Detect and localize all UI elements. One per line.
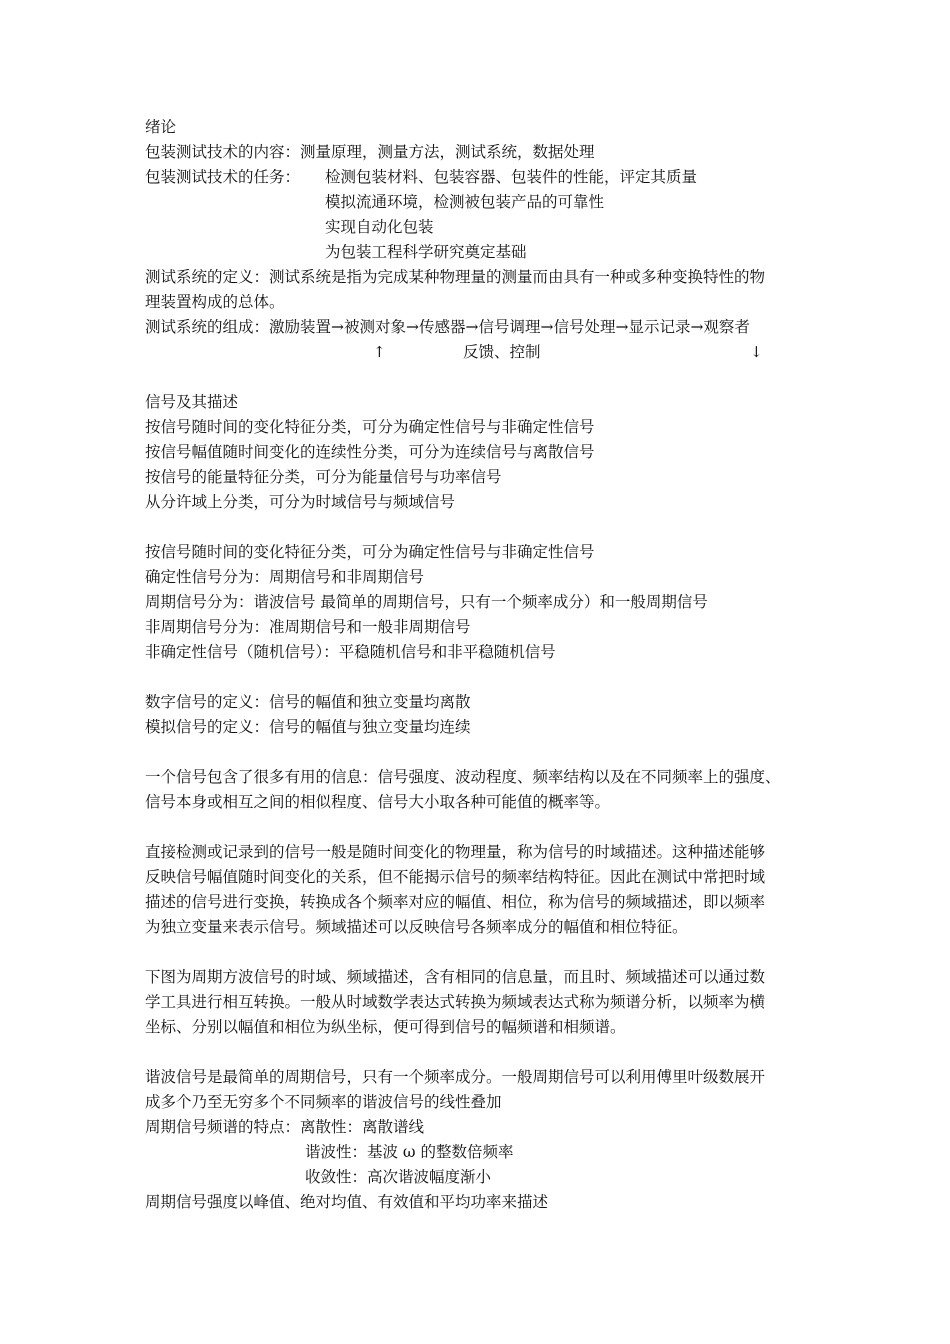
square-para-line: 学工具进行相互转换。一般从时域数学表达式转换为频域表达式称为频谱分析，以频率为横 — [145, 993, 766, 1011]
class-line: 从分许域上分类，可分为时域信号与频域信号 — [145, 493, 456, 511]
heading-signals: 信号及其描述 — [145, 393, 239, 411]
task-item: 实现自动化包装 — [325, 218, 434, 236]
time-para-line: 直接检测或记录到的信号一般是随时间变化的物理量，称为信号的时域描述。这种描述能够 — [145, 843, 766, 861]
content-line: 包装测试技术的内容：测量原理，测量方法，测试系统，数据处理 — [145, 143, 595, 161]
arrow-down-icon: ↓ — [750, 343, 763, 361]
task-item: 检测包装材料、包装容器、包装件的性能，评定其质量 — [325, 168, 698, 186]
det-line: 周期信号分为：谐波信号 最简单的周期信号，只有一个频率成分）和一般周期信号 — [145, 593, 708, 611]
definition-line: 理装置构成的总体。 — [145, 293, 285, 311]
det-line: 按信号随时间的变化特征分类，可分为确定性信号与非确定性信号 — [145, 543, 595, 561]
digital-def: 数字信号的定义：信号的幅值和独立变量均离散 — [145, 693, 471, 711]
task-label: 包装测试技术的任务： — [145, 168, 301, 186]
harmonic-para-line: 谐波信号是最简单的周期信号，只有一个频率成分。一般周期信号可以利用傅里叶级数展开 — [145, 1068, 766, 1086]
time-para-line: 反映信号幅值随时间变化的关系，但不能揭示信号的频率结构特征。因此在测试中常把时域 — [145, 868, 766, 886]
det-line: 非周期信号分为：准周期信号和一般非周期信号 — [145, 618, 471, 636]
class-line: 按信号幅值随时间变化的连续性分类，可分为连续信号与离散信号 — [145, 443, 595, 461]
square-para-line: 下图为周期方波信号的时域、频域描述，含有相同的信息量，而且时、频域描述可以通过数 — [145, 968, 766, 986]
det-line: 确定性信号分为：周期信号和非周期信号 — [145, 568, 425, 586]
spectrum-item: 谐波性：基波 ω 的整数倍频率 — [305, 1143, 514, 1161]
harmonic-para-line: 成多个乃至无穷多个不同频率的谐波信号的线性叠加 — [145, 1093, 502, 1111]
class-line: 按信号的能量特征分类，可分为能量信号与功率信号 — [145, 468, 502, 486]
class-line: 按信号随时间的变化特征分类，可分为确定性信号与非确定性信号 — [145, 418, 595, 436]
task-item: 模拟流通环境，检测被包装产品的可靠性 — [325, 193, 605, 211]
det-line: 非确定性信号（随机信号）：平稳随机信号和非平稳随机信号 — [145, 643, 556, 661]
strength-line: 周期信号强度以峰值、绝对均值、有效值和平均功率来描述 — [145, 1193, 549, 1211]
time-para-line: 为独立变量来表示信号。频域描述可以反映信号各频率成分的幅值和相位特征。 — [145, 918, 688, 936]
definition-line: 测试系统的定义：测试系统是指为完成某种物理量的测量而由具有一种或多种变换特性的物 — [145, 268, 766, 286]
time-para-line: 描述的信号进行变换，转换成各个频率对应的幅值、相位，称为信号的频域描述，即以频率 — [145, 893, 766, 911]
analog-def: 模拟信号的定义：信号的幅值与独立变量均连续 — [145, 718, 471, 736]
composition-line: 测试系统的组成：激励装置→被测对象→传感器→信号调理→信号处理→显示记录→观察者 — [145, 318, 750, 336]
arrow-up-icon: ↑ — [373, 343, 386, 361]
info-para-line: 一个信号包含了很多有用的信息：信号强度、波动程度、频率结构以及在不同频率上的强度、 — [145, 768, 781, 786]
heading-intro: 绪论 — [145, 118, 177, 136]
task-item: 为包装工程科学研究奠定基础 — [325, 243, 527, 261]
spectrum-item: 收敛性：高次谐波幅度渐小 — [305, 1168, 492, 1186]
info-para-line: 信号本身或相互之间的相似程度、信号大小取各种可能值的概率等。 — [145, 793, 611, 811]
feedback-label: 反馈、控制 — [463, 343, 541, 361]
spectrum-label: 周期信号频谱的特点：离散性：离散谱线 — [145, 1118, 425, 1136]
square-para-line: 坐标、分别以幅值和相位为纵坐标，便可得到信号的幅频谱和相频谱。 — [145, 1018, 626, 1036]
